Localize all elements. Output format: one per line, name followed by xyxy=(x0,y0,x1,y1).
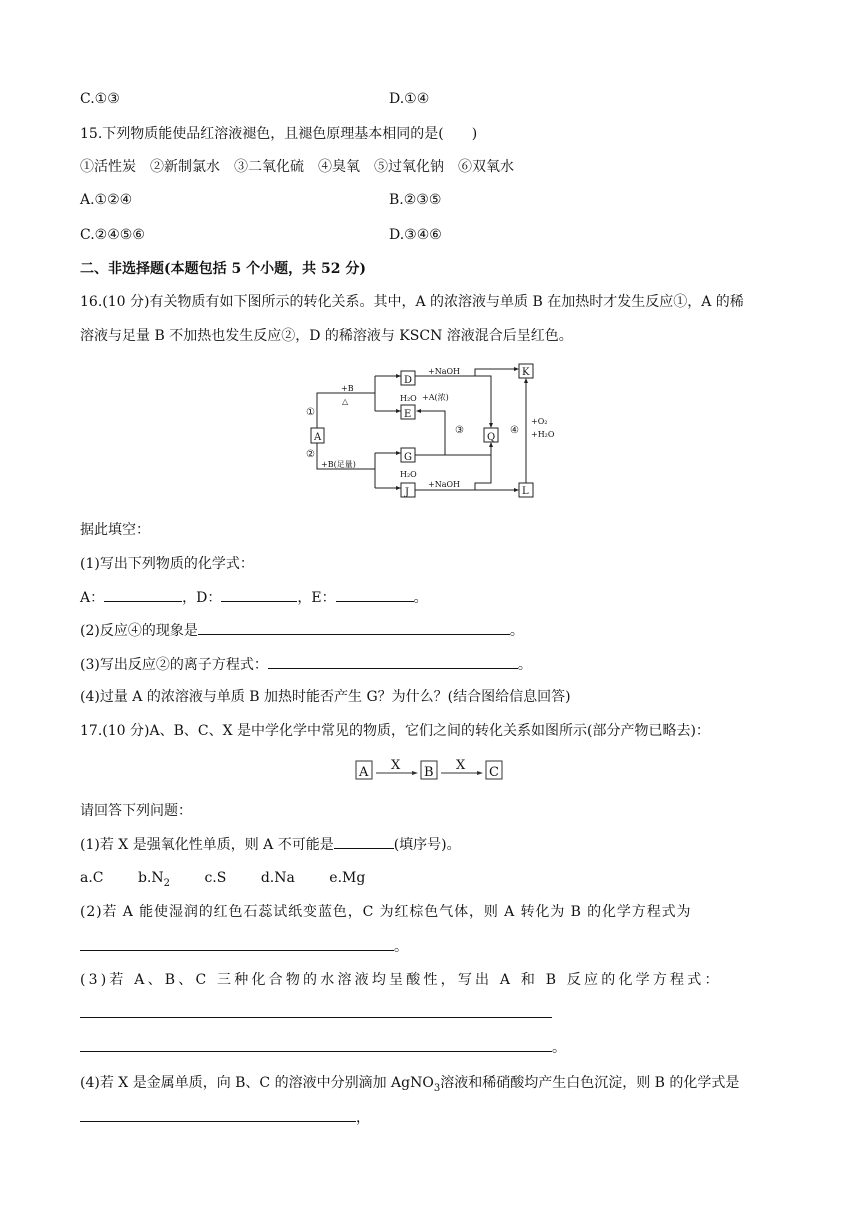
q17-part1-text: (1)若 X 是强氧化性单质，则 A 不可能是 xyxy=(80,837,334,853)
q16-part1: (1)写出下列物质的化学式： xyxy=(80,556,254,572)
label-heat: △ xyxy=(342,397,349,406)
q17-part4 xyxy=(80,1073,739,1099)
answer-blank-q16-2[interactable] xyxy=(198,620,510,635)
q17-part4-end: ， xyxy=(356,1110,370,1126)
q17-part4-pre: (4)若 X 是金属单质，向 B、C 的溶液中分别滴加 AgNO xyxy=(80,1075,434,1091)
node-l-label: L xyxy=(522,486,529,497)
reaction-4-marker: ④ xyxy=(510,425,519,436)
node-a-label: A xyxy=(314,432,322,443)
option-b xyxy=(137,870,171,889)
node-k-label: K xyxy=(522,367,530,378)
q17-ask: 请回答下列问题： xyxy=(80,803,192,819)
q16-stem-line2: 溶液与足量 B 不加热也发生反应②，D 的稀溶液与 KSCN 溶液混合后呈红色。 xyxy=(80,328,573,344)
q14-option-c: C.①③ xyxy=(80,91,120,107)
q17-part2-end: 。 xyxy=(394,939,408,955)
q17-part4-answer xyxy=(80,1107,370,1128)
chain-node-b: B xyxy=(424,765,434,780)
answer-blank-q17-3b[interactable] xyxy=(80,1037,552,1052)
answer-blank-q17-1[interactable] xyxy=(334,834,394,849)
label-end: 。 xyxy=(413,590,428,606)
q17-part1-end: (填序号)。 xyxy=(393,837,461,853)
q16-part4: (4)过量 A 的浓溶液与单质 B 加热时能否产生 G？为什么？(结合图给信息回答) xyxy=(80,689,571,705)
q15-option-a: A.①②④ xyxy=(80,192,133,208)
q15-option-b: B.②③⑤ xyxy=(389,192,442,208)
q16-part2-end: 。 xyxy=(509,623,524,639)
q17-part1 xyxy=(80,834,461,855)
answer-blank-a[interactable] xyxy=(104,587,182,602)
reaction-1-marker: ① xyxy=(306,407,315,418)
q16-part3 xyxy=(80,654,532,675)
q16-part3-text: (3)写出反应②的离子方程式： xyxy=(80,657,268,673)
reaction-3-line xyxy=(415,411,445,455)
q17-part3: (3)若 A、B、C 三种化合物的水溶液均呈酸性，写出 A 和 B 反应的化学方程式： xyxy=(80,972,722,988)
q17-part2-answer xyxy=(80,936,408,957)
q17-part3-end: 。 xyxy=(552,1040,566,1056)
reaction-3-marker: ③ xyxy=(455,425,464,436)
q17-part3-answer-line2 xyxy=(80,1037,566,1058)
section-heading: 二、非选择题(本题包括 5 个小题，共 52 分) xyxy=(80,261,366,277)
q17-part4-subscript: 3 xyxy=(433,1082,441,1094)
option-e: e.Mg xyxy=(329,870,366,886)
answer-blank-q17-2[interactable] xyxy=(80,936,394,951)
answer-blank-d[interactable] xyxy=(221,587,297,602)
node-g-label: G xyxy=(404,452,412,463)
q17-stem: 17.(10 分)A、B、C、X 是中学化学中常见的物质，它们之间的转化关系如图所示(部分产物已略去)： xyxy=(80,723,710,739)
answer-blank-e[interactable] xyxy=(336,587,414,602)
q17-part3-answer-line1 xyxy=(80,1003,552,1024)
reaction-2-marker: ② xyxy=(306,449,315,460)
answer-blank-q16-3[interactable] xyxy=(268,654,518,669)
q17-part4-post: 溶液和稀硝酸均产生白色沉淀，则 B 的化学式是 xyxy=(440,1075,740,1091)
q15-option-c: C.②④⑤⑥ xyxy=(80,227,145,243)
chain-node-c: C xyxy=(489,765,499,780)
label-o2: +O₂ xyxy=(531,417,548,426)
option-d: d.Na xyxy=(260,870,295,886)
q16-part2-text: (2)反应④的现象是 xyxy=(80,623,198,639)
q16-part3-end: 。 xyxy=(517,657,532,673)
q17-part2: (2)若 A 能使湿润的红色石蕊试纸变蓝色，C 为红棕色气体，则 A 转化为 B 的化学方程式为 xyxy=(80,904,692,920)
answer-blank-q17-4[interactable] xyxy=(80,1107,356,1122)
chain-reagent-x1: X xyxy=(391,758,401,773)
label-plus-b-excess: +B(足量) xyxy=(321,460,356,469)
q17-chain-diagram xyxy=(354,755,504,783)
q14-option-d: D.①④ xyxy=(389,91,430,107)
label-naoh-top: +NaOH xyxy=(428,367,461,376)
q15-option-d: D.③④⑥ xyxy=(389,227,442,243)
label-plus-a-conc: +A(浓) xyxy=(422,393,449,402)
node-j-label: J xyxy=(405,487,410,498)
q16-fill-intro: 据此填空： xyxy=(80,522,150,538)
label-h2o-right: +H₂O xyxy=(531,430,555,439)
label-plus-b: +B xyxy=(341,384,354,393)
q16-conversion-diagram xyxy=(300,358,560,503)
label-h2o-bottom: H₂O xyxy=(400,470,417,479)
q16-stem-line1: 16.(10 分)有关物质有如下图所示的转化关系。其中，A 的浓溶液与单质 B 在加热时才发生反应①，A 的稀 xyxy=(80,294,744,310)
q15-stem: 15.下列物质能使品红溶液褪色，且褪色原理基本相同的是( ) xyxy=(80,126,478,142)
node-d-label: D xyxy=(404,375,413,386)
label-d: ，D： xyxy=(182,590,222,606)
option-b-subscript: 2 xyxy=(163,877,171,889)
q15-items: ①活性炭 ②新制氯水 ③二氧化硫 ④臭氧 ⑤过氧化钠 ⑥双氧水 xyxy=(80,159,514,175)
label-naoh-bottom: +NaOH xyxy=(428,480,461,489)
q16-part1-blanks xyxy=(80,587,428,608)
node-e-label: E xyxy=(404,409,412,420)
option-a: a.C xyxy=(80,870,104,886)
label-a: A： xyxy=(80,590,105,606)
label-h2o-top: H₂O xyxy=(400,394,417,403)
chain-reagent-x2: X xyxy=(456,758,466,773)
q16-part2 xyxy=(80,620,524,641)
option-b-text: b.N xyxy=(137,870,164,886)
option-c: c.S xyxy=(204,870,227,886)
chain-node-a: A xyxy=(359,765,369,780)
node-q-label: Q xyxy=(487,432,496,443)
label-e: ，E： xyxy=(297,590,336,606)
q17-options xyxy=(80,868,365,894)
answer-blank-q17-3a[interactable] xyxy=(80,1003,552,1018)
